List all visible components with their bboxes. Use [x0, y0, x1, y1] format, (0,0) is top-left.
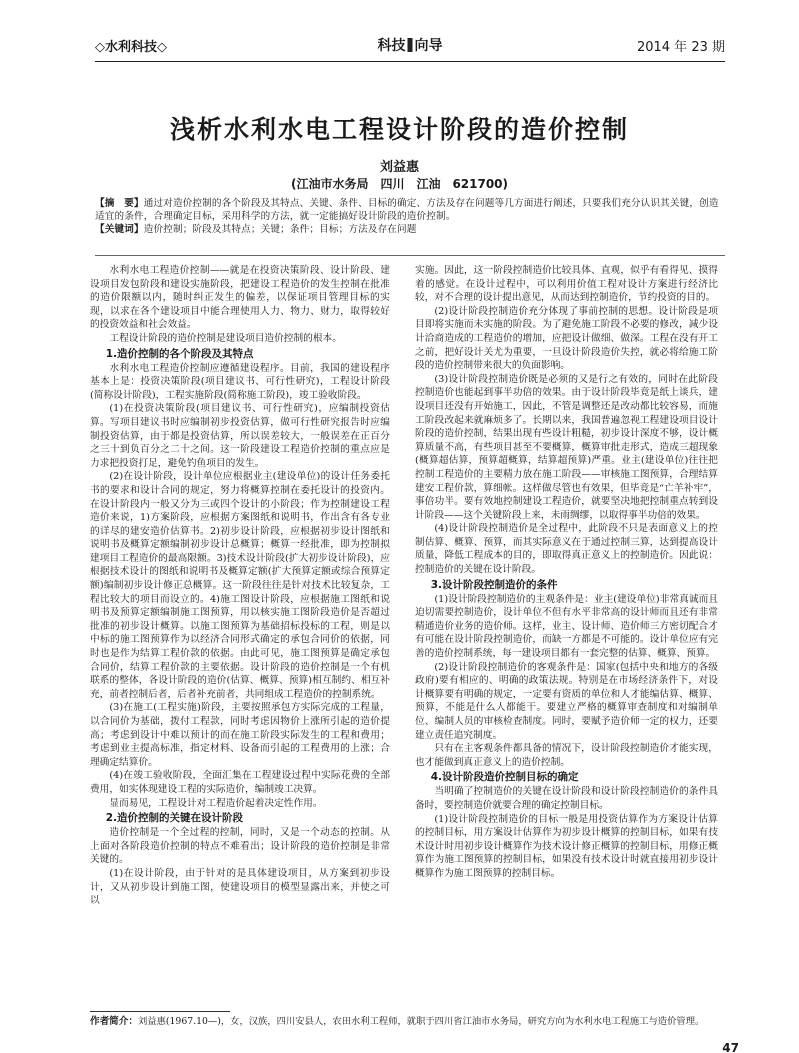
body-paragraph: 实施。因此，这一阶段控制造价比较具体、直观，似乎有看得见、摸得着的感觉。在设计过程中，可以利用价值工程对设计方案进行经济比较，对不合理的设计提出意见，从而达到控制造价，节约投资的目的。 [415, 265, 718, 304]
body-paragraph: (3)设计阶段控制造价既是必须的又是行之有效的，同时在此阶段控制造价也能起到事半功倍的效果。由于设计阶段毕竟是纸上谈兵，建设项目还没有开始施工，因此，不管是调整还是改动都比较容易，而施工阶段改起来就麻烦多了。长期以来，我国普遍忽视工程建设项目设计阶段的造价控制，结果出现有些设计粗糙，初步设计深度不够，设计概算质量不高，有些项目甚至不要概算，概算审批走形式，造成三超现象(概算超估算，预算超概算，结算超预算)严重。业主(建设单位)往往把控制工程造价的主要精力放在施工阶段——审核施工图预算，合理结算建安工程价款，算细帐。这样做尽管也有效果，但毕竟是“亡羊补牢”，事倍功半。要有效地控制建设工程造价，就要坚决地把控制重点转到设计阶段——这个关键阶段上来，未雨绸缪，以取得事半功倍的效果。 [415, 373, 718, 521]
body-paragraph: (1)在设计阶段，由于针对的是具体建设项目，从方案到初步设计，又从初步设计到施工图，使建设项目的模型显露出来，并使之可以 [90, 867, 390, 907]
body-paragraph: (2)设计阶段控制造价充分体现了事前控制的思想。设计阶段是项目即将实施而未实施的阶段。为了避免施工阶段不必要的修改，减少设计洽商造成的工程造价的增加，应把设计做细、做深。工程在没有开工之前，把好设计关尤为重要，一旦设计阶段造价失控，就必将给施工阶段的造价控制带来很大的负面影响。 [415, 305, 718, 372]
keywords [95, 223, 725, 236]
body-paragraph: 造价控制是一个全过程的控制，同时，又是一个动态的控制。从上面对各阶段造价控制的特点不难看出；设计阶段的造价控制是非常关键的。 [90, 827, 390, 866]
section-heading: 1.造价控制的各个阶段及其特点 [105, 347, 254, 360]
author-footnote [90, 1016, 739, 1028]
section-label-a: 科技 [377, 38, 406, 54]
page-number: 47 [722, 1041, 739, 1053]
section-label [378, 35, 443, 55]
body-paragraph: (2)设计阶段控制造价的客观条件是：国家(包括中央和地方的各级政府)要有相应的、明确的政策法规。特别是在市场经济条件下，对设计概算要有明确的规定，一定要有资质的单位和人才能编估算、概算、预算，不能是什么人都能干。要建立严格的概算审查制度和对编制单位、编制人员的审核检查制度。同时，要赋予造价师一定的权力，还要建立责任追究制度。 [415, 661, 718, 741]
body-paragraph: 只有在主客观条件都具备的情况下，设计阶段控制造价才能实现，也才能做到真正意义上的造价控制。 [415, 743, 718, 768]
body-paragraph: (2)在设计阶段，设计单位应根据业主(建设单位)的设计任务委托书的要求和设计合同的规定，努力将概算控制在委托设计的投资内。在设计阶段内一般又分为三或四个设计的小阶段；作为控制建设工程造价来说，1)方案阶段，应根据方案图纸和说明书，作出含有各专业的详尽的建安造价估算书。2)初步设计阶段，应根据初步设计图纸和说明书及概算定额编制初步设计总概算；概算一经批准，即为控制拟建项目工程造价的最高限额。3)技术设计阶段(扩大初步设计阶段)，应根据技术设计的图纸和说明书及概算定额(扩大预算定额或综合预算定额)编制初步设计修正总概算。这一阶段往往是针对技术比较复杂，工程比较大的项目而设立的。4)施工图设计阶段，应根据施工图纸和说明书及预算定额编制施工图预算，用以核实施工图阶段造价是否超过批准的初步设计概算。以施工图预算为基础招标投标的工程，则是以中标的施工图预算作为以经济合同形式确定的承包合同价的依据，同时也是作为结算工程价款的依据。由此可见，施工图预算是确定承包合同价，结算工程价款的主要依据。设计阶段的造价控制是一个有机联系的整体，各设计阶段的造价(估算、概算、预算)相互制约、相互补充，前者控制后者，后者补充前者，共同组成工程造价的控制系统。 [90, 471, 390, 700]
section-label-b: 向导 [414, 38, 443, 54]
author-name: 刘益惠 [379, 160, 419, 175]
body-paragraph: 工程设计阶段的造价控制是建设项目造价控制的根本。 [109, 332, 342, 344]
footnote-text: 刘益惠(1967.10—)，女，汉族，四川安县人，农田水利工程师，就职于四川省江油市水务局，研究方向为水利水电工程施工与造价管理。 [137, 1016, 705, 1027]
keywords-text: 造价控制；阶段及其特点；关键；条件；目标；方法及存在问题 [143, 224, 417, 235]
page-header [95, 32, 725, 62]
journal-name: ◇水利科技◇ [95, 40, 167, 55]
body-paragraph: 显而易见，工程设计对工程造价起着决定性作用。 [109, 797, 323, 809]
abstract-label: 【摘 要】 [95, 198, 144, 209]
body-paragraph: (4)在竣工验收阶段，全面汇集在工程建设过程中实际花费的全部费用，如实体现建设工程的实际造价，编制竣工决算。 [90, 770, 390, 795]
body-column-right [415, 264, 718, 994]
abstract-section [95, 197, 725, 252]
footnote-divider [90, 1011, 230, 1012]
body-paragraph: (1)在投资决策阶段(项目建议书、可行性研究)，应编制投资估算。写项目建议书时应编制初步投资估算，做可行性研究报告时应编制投资估算，由于都是投资估算，所以误差较大，一般误差在正百分之三十到负百分之二十之间。这一阶段建设工程造价控制的重点应是力求把投资打足，避免钓鱼项目的发生。 [90, 403, 390, 469]
author-affiliation: (江油市水务局 四川 江油 621700) [290, 177, 509, 191]
body-paragraph: (4)设计阶段控制造价是全过程中，此阶段不只是表面意义上的控制估算、概算、预算，而其实际意义在于通过控制三算，达到提高设计质量，降低工程成本的目的，即取得真正意义上的控制造价。因此说：控制造价的关键在设计阶段。 [415, 523, 718, 576]
section-heading: 2.造价控制的关键在设计阶段 [105, 812, 244, 825]
section-heading: 4.设计阶段造价控制目标的确定 [430, 771, 579, 784]
footnote-label: 作者简介： [90, 1016, 138, 1027]
body-paragraph: (1)设计阶段控制造价的主观条件是：业主(建设单位)非常真诚而且迫切需要控制造价，设计单位不但有水平非常高的设计师而且还有非常精通造价业务的造价师。这样，业主、设计师、造价师三方密切配合才有可能在设计阶段控制造价，而缺一方都是不可能的。设计单位应有完善的造价控制系统，每一建设项目都有一套完整的估算、概算、预算。 [415, 593, 718, 660]
body-column-left [90, 264, 390, 994]
body-paragraph: (3)在施工(工程实施)阶段，主要按照承包方实际完成的工程量，以合同价为基础，拨付工程款，同时考虑因物价上涨所引起的造价提高；考虑到设计中难以预计的而在施工阶段实际发生的工程和费用；考虑到业主提高标准，指定材料、设备而引起的工程费用的上涨；合理确定结算价。 [90, 702, 390, 768]
article-title: 浅析水利水电工程设计阶段的造价控制 [169, 115, 629, 144]
section-heading: 3.设计阶段控制造价的条件 [430, 578, 558, 591]
keywords-label: 【关键词】 [95, 224, 144, 235]
abstract-text: 通过对造价控制的各个阶段及其特点、关键、条件、目标的确定、方法及存在问题等几方面进行阐述，只要我们充分认识其关键，创造适宜的条件，合理确定目标，采用科学的方法，就一定能搞好设计阶段的造价控制。 [95, 198, 719, 222]
body-paragraph: 当明确了控制造价的关键在设计阶段和设计阶段控制造价的条件具备时，要控制造价就要合理的确定控制目标。 [415, 786, 718, 811]
abstract-divider [95, 255, 725, 256]
issue-number: 2014 年 23 期 [636, 40, 725, 55]
abstract [95, 197, 725, 223]
body-paragraph: 水利水电工程造价控制应遵循建设程序。目前，我国的建设程序基本上是：投资决策阶段(项目建议书、可行性研究)，工程设计阶段(简称设计阶段)，工程实施阶段(简称施工阶段)，竣工验收阶段。 [90, 362, 390, 401]
body-paragraph: 水利水电工程造价控制——就是在投资决策阶段、设计阶段、建设项目发包阶段和建设实施阶段，把建设工程造价的发生控制在批准的造价限额以内，随时纠正发生的偏差，以保证项目管理目标的实现，以求在各个建设项目中能合理使用人力、物力、财力，取得较好的投资效益和社会效益。 [90, 265, 390, 331]
section-divider-bar [408, 38, 413, 52]
body-paragraph: (1)设计阶段控制造价的目标一般是用投资估算作为方案设计估算的控制目标，用方案设计估算作为初步设计概算的控制目标，如果有技术设计时用初步设计概算作为技术设计修正概算的控制目标，用修正概算作为施工图预算的控制目标，如果没有技术设计时就直接用初步设计概算作为施工图预算的控制目标。 [415, 813, 718, 879]
